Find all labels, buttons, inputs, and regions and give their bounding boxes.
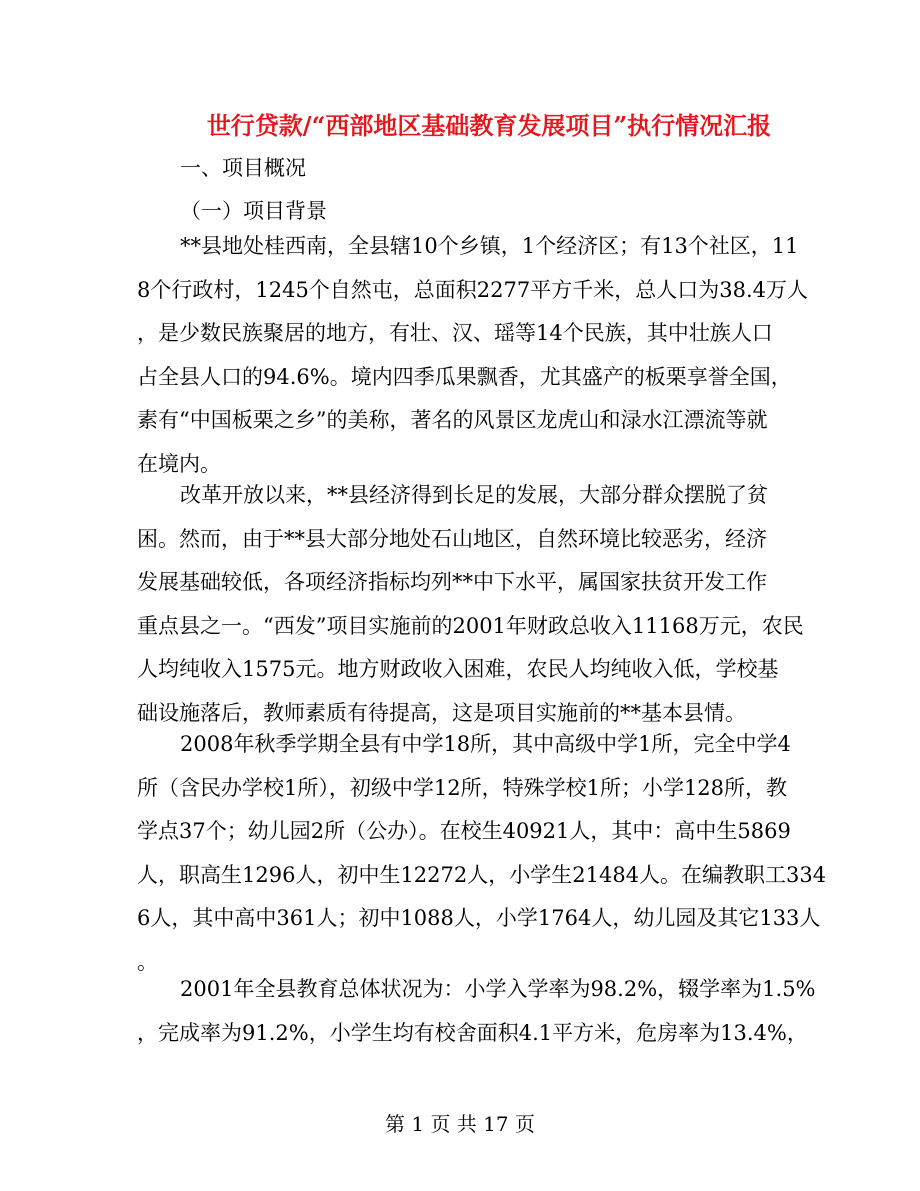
paragraph-line: 占全县人口的94.6%。境内四季瓜果飘香，尤其盛产的板栗享誉全国，	[137, 364, 792, 389]
paragraph-line: ，完成率为91.2%，小学生均有校舍面积4.1平方米，危房率为13.4%，	[137, 1020, 808, 1045]
paragraph-line: 2008年秋季学期全县有中学18所，其中高级中学1所，完全中学4	[180, 732, 791, 756]
paragraph-education-status	[137, 968, 816, 1055]
paragraph-line: 人，职高生1296人，初中生12272人，小学生21484人。在编教职工334	[137, 862, 827, 887]
paragraph-line: 8个行政村，1245个自然屯，总面积2277平方千米，总人口为38.4万人	[137, 277, 809, 302]
paragraph-line: 2001年全县教育总体状况为：小学入学率为98.2%，辍学率为1.5%	[180, 977, 816, 1001]
paragraph-line: **县地处桂西南，全县辖10个乡镇，1个经济区；有13个社区，11	[180, 234, 799, 258]
paragraph-line: 所（含民办学校1所），初级中学12所，特殊学校1所；小学128所，教	[137, 775, 788, 800]
paragraph-line: 素有“中国板栗之乡”的美称，著名的风景区龙虎山和渌水江漂流等就	[137, 408, 768, 432]
section-heading: 一、项目概况	[180, 156, 306, 180]
subsection-heading: （一）项目背景	[180, 199, 327, 223]
paragraph-line: 人均纯收入1575元。地方财政收入困难，农民人均纯收入低，学校基	[137, 657, 779, 681]
paragraph-line: 在境内。	[137, 451, 221, 476]
paragraph-line: 困。然而，由于**县大部分地处石山地区，自然环境比较恶劣，经济	[137, 526, 767, 551]
paragraph-line: 。	[137, 949, 158, 974]
paragraph-line: ，是少数民族聚居的地方，有壮、汉、瑶等14个民族，其中壮族人口	[137, 321, 773, 345]
page-footer: 第 1 页 共 17 页	[385, 1112, 535, 1136]
paragraph-line: 础设施落后，教师素质有待提高，这是项目实施前的**基本县情。	[137, 700, 746, 725]
paragraph-line: 学点37个；幼儿园2所（公办）。在校生40921人，其中：高中生5869	[137, 819, 791, 843]
paragraph-line: 发展基础较低，各项经济指标均列**中下水平，属国家扶贫开发工作	[137, 570, 767, 594]
paragraph-line: 重点县之一。“西发”项目实施前的2001年财政总收入11168万元，农民	[137, 613, 804, 638]
paragraph-county-background	[137, 225, 809, 486]
document-title: 世行贷款/“西部地区基础教育发展项目”执行情况汇报	[206, 111, 772, 140]
paragraph-economy	[137, 474, 804, 735]
paragraph-line: 6人，其中高中361人；初中1088人，小学1764人，幼儿园及其它133人	[137, 906, 821, 930]
paragraph-schools	[137, 723, 827, 984]
paragraph-line: 改革开放以来，**县经济得到长足的发展，大部分群众摆脱了贫	[180, 483, 768, 507]
